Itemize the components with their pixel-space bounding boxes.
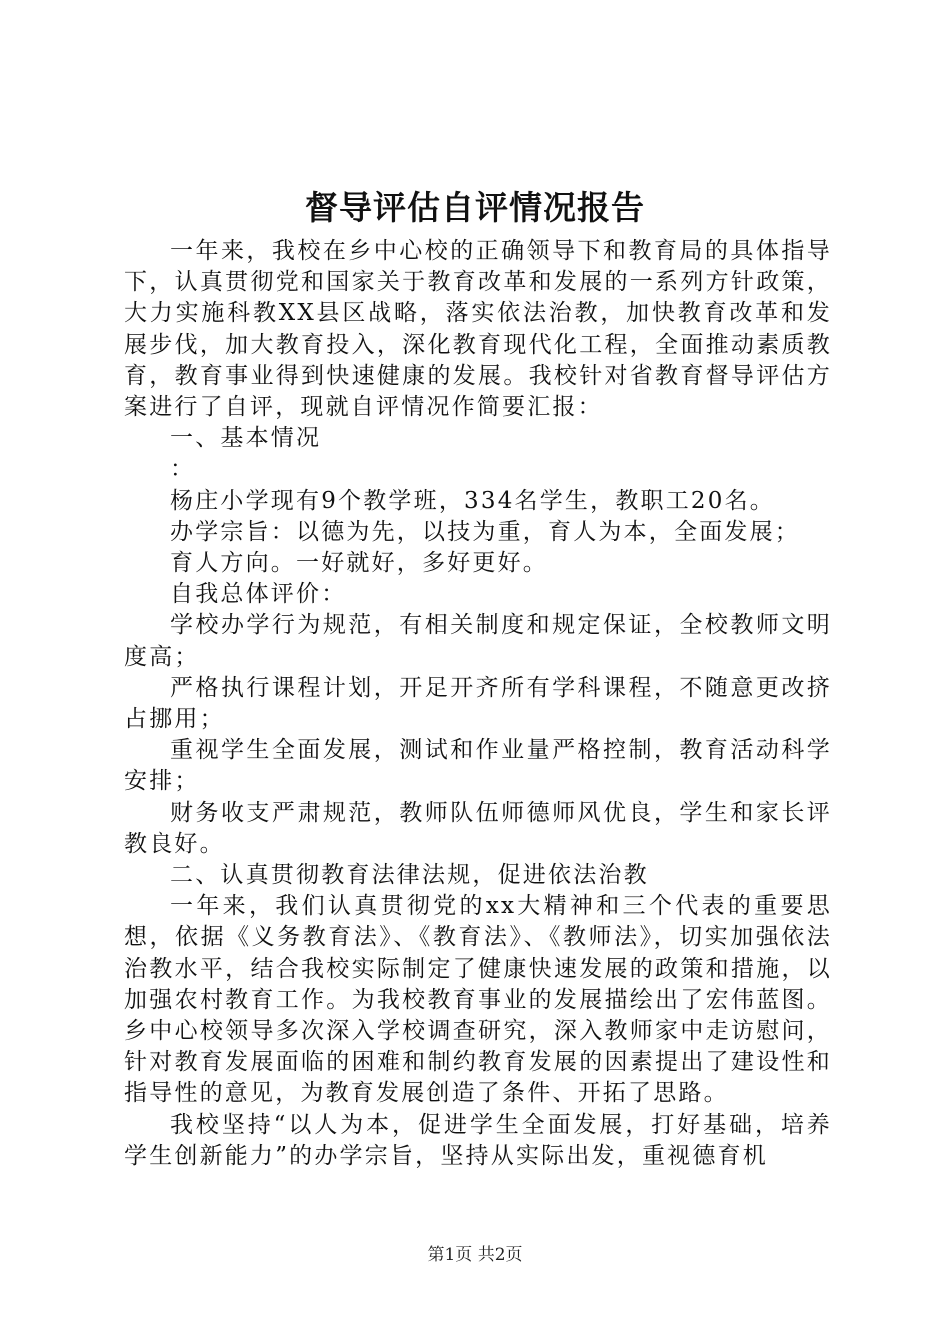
paragraph-intro: 一年来，我校在乡中心校的正确领导下和教育局的具体指导下，认真贯彻党和国家关于教育改革和发展的一系列方针政策，大力实施科教XX县区战略，落实依法治教，加快教育改革和发展步伐，加大教育投入，深化教育现代化工程，全面推动素质教育，教育事业得到快速健康的发展。我校针对省教育督导评估方案进行了自评，现就自评情况作简要汇报： bbox=[124, 238, 832, 421]
section-heading-basic-info: 一、基本情况 bbox=[170, 425, 322, 452]
paragraph-evaluation-1: 学校办学行为规范，有相关制度和规定保证，全校教师文明度高； bbox=[124, 612, 832, 670]
paragraph-colon: ： bbox=[170, 456, 196, 483]
paragraph-evaluation-2: 严格执行课程计划，开足开齐所有学科课程，不随意更改挤占挪用； bbox=[124, 674, 832, 733]
document-title: 督导评估自评情况报告 bbox=[305, 188, 645, 227]
section-heading-law: 二、认真贯彻教育法律法规，促进依法治教 bbox=[170, 862, 649, 889]
document-body bbox=[124, 236, 832, 1172]
paragraph-school-stats: 杨庄小学现有9个教学班，334名学生，教职工20名。 bbox=[170, 487, 775, 514]
paragraph-self-evaluation-heading: 自我总体评价： bbox=[170, 581, 347, 608]
paragraph-evaluation-3: 重视学生全面发展，测试和作业量严格控制，教育活动科学安排； bbox=[124, 737, 832, 795]
paragraph-law-implementation: 一年来，我们认真贯彻党的xx大精神和三个代表的重要思想，依据《义务教育法》、《教育法》、《教师法》，切实加强依法治教水平，结合我校实际制定了健康快速发展的政策和措施，以加强农村教育工作。为我校教育事业的发展描绘出了宏伟蓝图。乡中心校领导多次深入学校调查研究，深入教师家中走访慰问，针对教育发展面临的困难和制约教育发展的因素提出了建设性和指导性的意见，为教育发展创造了条件、开拓了思路。 bbox=[124, 893, 832, 1107]
paragraph-school-philosophy: 我校坚持“以人为本，促进学生全面发展，打好基础，培养学生创新能力”的办学宗旨，坚持从实际出发，重视德育机 bbox=[124, 1111, 832, 1169]
paragraph-evaluation-4: 财务收支严肃规范，教师队伍师德师风优良，学生和家长评教良好。 bbox=[124, 799, 832, 857]
page-footer: 第1页 共2页 bbox=[427, 1245, 523, 1265]
paragraph-education-direction: 育人方向。一好就好，多好更好。 bbox=[170, 550, 548, 577]
paragraph-school-motto: 办学宗旨：以德为先，以技为重，育人为本，全面发展； bbox=[170, 518, 800, 545]
